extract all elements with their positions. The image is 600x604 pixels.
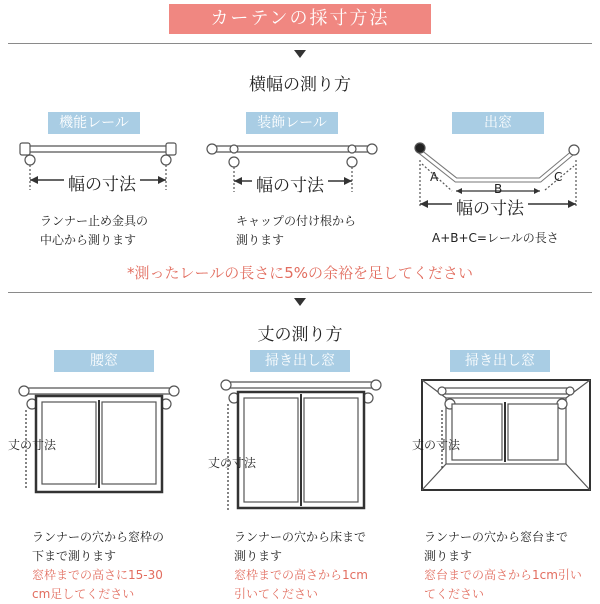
desc-line: 測ります (236, 233, 285, 247)
desc-line: ランナー止め金具の (40, 214, 149, 228)
mark-b: B (494, 182, 503, 196)
width-dim-label-3: 幅の寸法 (452, 194, 528, 219)
length-dim-label-1: 丈の寸法 (8, 438, 57, 452)
desc-waist-window (32, 528, 202, 604)
desc-line: ランナーの穴から床まで (234, 530, 367, 544)
mark-a: A (430, 170, 439, 184)
desc-sweep-window (234, 528, 404, 604)
desc-bay-window (432, 229, 600, 248)
recessed-window-illustration (422, 380, 590, 490)
desc-decorative-rail (236, 212, 396, 250)
desc-line: A+B+C=レールの長さ (432, 231, 559, 245)
note-line: 窓枠までの高さから1cm (234, 568, 368, 582)
category-sweep-window-2: 掃き出し窓 (450, 350, 550, 372)
length-heading: 丈の測り方 (257, 325, 343, 345)
sweep-window-illustration (221, 380, 381, 510)
note-line: 窓枠までの高さに15-30 (32, 568, 163, 582)
mark-c: C (554, 170, 563, 184)
divider-middle (8, 292, 592, 293)
category-bay-window: 出窓 (452, 112, 544, 134)
note-line: cm足してください (32, 587, 135, 601)
desc-sweep-window-2 (424, 528, 600, 604)
desc-line: 中心から測ります (40, 233, 137, 247)
desc-line: ランナーの穴から窓枠の (32, 530, 165, 544)
length-dim-label-2: 丈の寸法 (208, 456, 257, 470)
note-line: 窓台までの高さから1cm引い (424, 568, 582, 582)
desc-function-rail (40, 212, 200, 250)
desc-line: 測ります (234, 549, 283, 563)
margin-note: *測ったレールの長さに5%の余裕を足してください (127, 264, 473, 282)
length-dim-label-3: 丈の寸法 (412, 438, 461, 452)
page-title: カーテンの採寸方法 (169, 4, 431, 34)
width-dim-label-2: 幅の寸法 (252, 171, 328, 196)
category-decorative-rail: 装飾レール (246, 112, 338, 134)
width-dim-label-1: 幅の寸法 (64, 170, 140, 195)
note-line: 引いてください (234, 587, 319, 601)
category-sweep-window: 掃き出し窓 (250, 350, 350, 372)
down-arrow-icon (294, 298, 306, 306)
desc-line: キャップの付け根から (236, 214, 357, 228)
width-heading: 横幅の測り方 (249, 75, 351, 95)
note-line: てください (424, 587, 485, 601)
category-waist-window: 腰窓 (54, 350, 154, 372)
category-function-rail: 機能レール (48, 112, 140, 134)
desc-line: ランナーの穴から窓台まで (424, 530, 569, 544)
desc-line: 下まで測ります (32, 549, 117, 563)
desc-line: 測ります (424, 549, 473, 563)
